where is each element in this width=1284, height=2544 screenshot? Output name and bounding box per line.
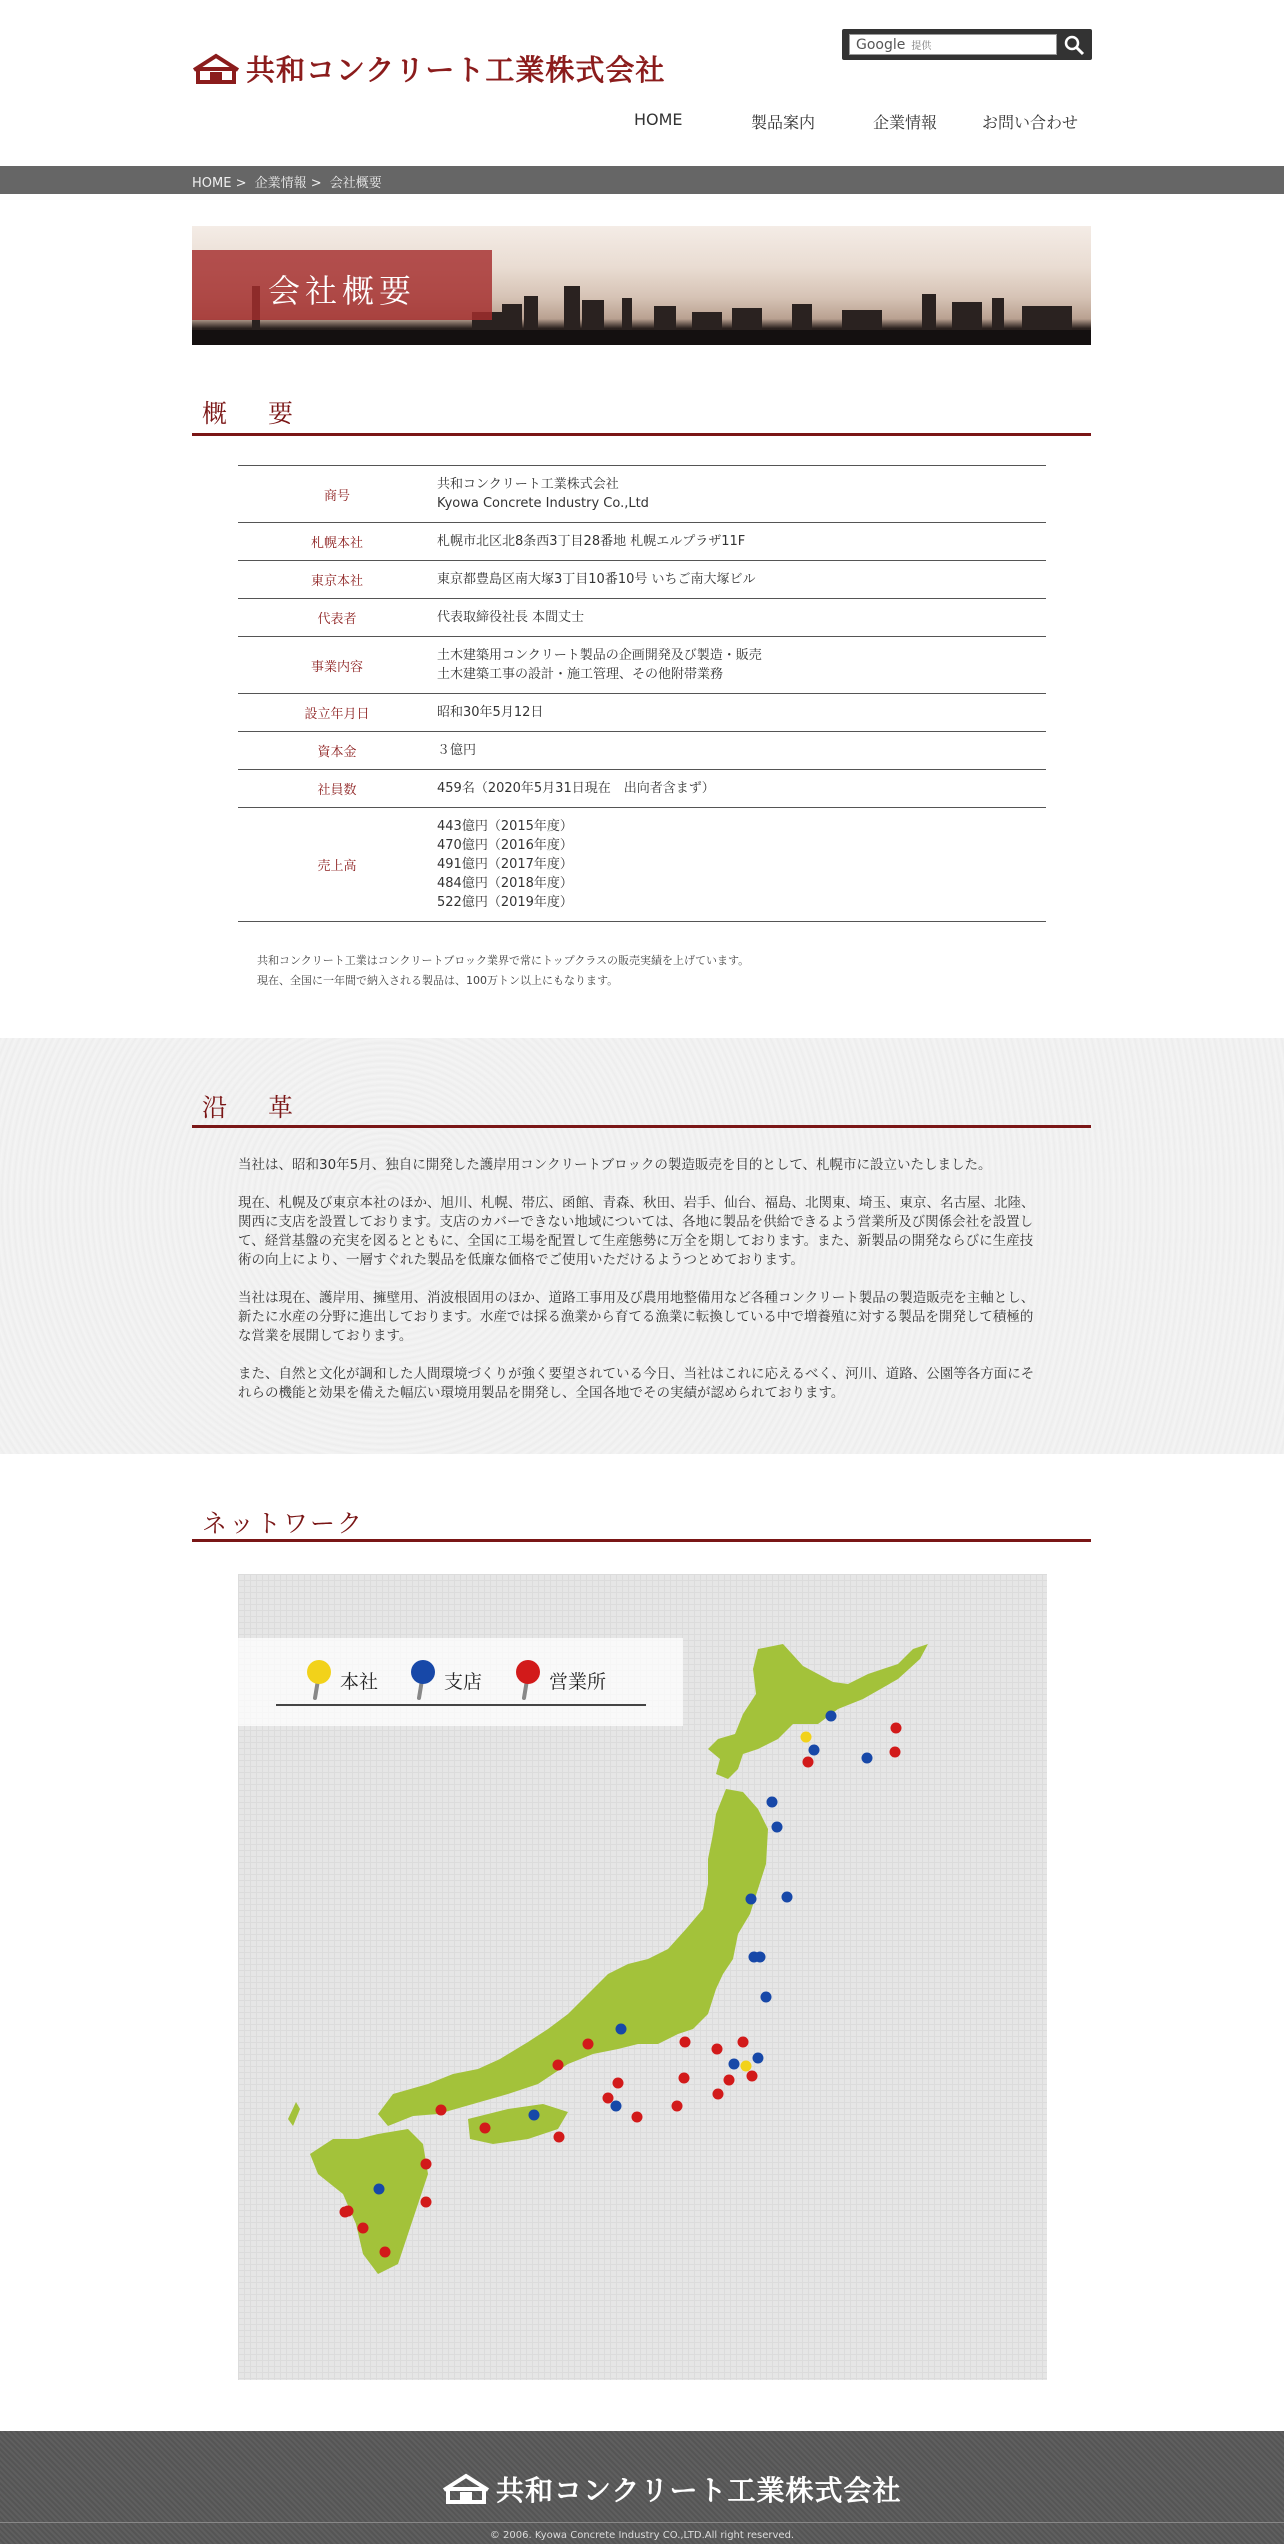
- site-header: [0, 0, 1284, 165]
- branch-pin: [761, 1992, 772, 2003]
- nav-products[interactable]: 製品案内: [751, 113, 816, 132]
- row-value-line: 491億円（2017年度）: [437, 857, 573, 872]
- table-row: [238, 770, 1046, 808]
- branch-pin: [746, 1894, 757, 1905]
- row-value-line: 代表取締役社長 本間丈士: [437, 610, 585, 625]
- table-row: [238, 808, 1046, 922]
- row-value-line: 土木建築用コンクリート製品の企画開発及び製造・販売: [437, 648, 762, 663]
- sales-office-pin: [603, 2093, 614, 2104]
- sales-office-pin: [554, 2132, 565, 2143]
- search-icon[interactable]: [1062, 33, 1086, 57]
- row-value-line: 札幌市北区北8条西3丁目28番地 札幌エルプラザ11F: [437, 534, 746, 549]
- row-value-line: ３億円: [437, 743, 477, 758]
- sales-office-pin: [553, 2060, 564, 2071]
- yellow-pin-icon: [304, 1660, 334, 1700]
- branch-pin: [767, 1797, 778, 1808]
- legend-divider: [276, 1704, 646, 1706]
- blue-pin-icon: [408, 1660, 438, 1700]
- branch-pin: [782, 1892, 793, 1903]
- row-value: [436, 599, 1046, 637]
- branch-pin: [753, 2053, 764, 2064]
- branch-pin: [529, 2110, 540, 2121]
- row-value-line: 443億円（2015年度）: [437, 819, 573, 834]
- network-heading: ネットワーク: [202, 1509, 365, 1538]
- nav-contact[interactable]: お問い合わせ: [982, 113, 1079, 132]
- row-value: [436, 523, 1046, 561]
- row-value-line: 470億円（2016年度）: [437, 838, 573, 853]
- branch-pin: [755, 1952, 766, 1963]
- row-value-line: 共和コンクリート工業株式会社: [437, 477, 619, 492]
- row-value-line: 459名（2020年5月31日現在 出向者含まず）: [437, 781, 715, 796]
- main-nav: [600, 110, 1100, 140]
- history-paragraph: 当社は、昭和30年5月、独自に開発した護岸用コンクリートブロックの製造販売を目的として、札幌市に設立いたしました。: [238, 1157, 992, 1173]
- sales-office-pin: [712, 2044, 723, 2055]
- table-row: [238, 599, 1046, 637]
- breadcrumb-current: 会社概要: [329, 176, 382, 191]
- sales-office-pin: [358, 2223, 369, 2234]
- logo-mark-icon: [192, 52, 240, 86]
- footer-company-name: 共和コンクリート工業株式会社: [496, 2474, 902, 2507]
- legend-headquarters: [304, 1660, 378, 1700]
- sales-office-pin: [747, 2071, 758, 2082]
- branch-pin: [809, 1745, 820, 1756]
- nav-home[interactable]: HOME: [634, 110, 683, 129]
- sales-office-pin: [436, 2105, 447, 2116]
- sales-office-pin: [680, 2037, 691, 2048]
- map-legend: [238, 1638, 683, 1726]
- page-title: 会社概要: [268, 272, 417, 310]
- table-row: [238, 637, 1046, 694]
- branch-pin: [611, 2101, 622, 2112]
- site-footer: [0, 2431, 1284, 2544]
- history-paragraph: 現在、札幌及び東京本社のほか、旭川、札幌、帯広、函館、青森、秋田、岩手、仙台、福島、北関東、埼玉、東京、名古屋、北陸、関西に支店を設置しております。支店のカバーできない地域については、各地に製品を供給できるよう営業所及び関係会社を設置して、経営基盤の充実を図るとともに、全国に工場を配置して生産態勢に万全を期しております。また、新製品の開発ならびに生産技術の向上により、一層すぐれた製品を低廉な価格でご使用いただけるようつとめております。: [238, 1195, 1035, 1268]
- legend-label: 本社: [340, 1670, 379, 1693]
- branch-pin: [616, 2024, 627, 2035]
- sales-office-pin: [803, 1757, 814, 1768]
- breadcrumb: [192, 172, 386, 191]
- company-info-table: [238, 465, 1046, 922]
- sales-office-pin: [480, 2123, 491, 2134]
- table-row: [238, 466, 1046, 523]
- row-value-line: 484億円（2018年度）: [437, 876, 573, 891]
- row-value: [436, 770, 1046, 808]
- footer-logo[interactable]: [442, 2469, 901, 2509]
- row-value-line: 522億円（2019年度）: [437, 895, 573, 910]
- overview-heading: 概 要: [202, 399, 302, 428]
- nav-company[interactable]: 企業情報: [873, 113, 938, 132]
- row-value: [436, 732, 1046, 770]
- breadcrumb-company[interactable]: 企業情報 >: [254, 176, 322, 191]
- search-brand: Google: [856, 36, 906, 53]
- row-label: 売上高: [317, 859, 357, 874]
- row-value: [436, 694, 1046, 732]
- row-value-line: Kyowa Concrete Industry Co.,Ltd: [437, 496, 649, 511]
- sales-office-pin: [421, 2159, 432, 2170]
- row-label: 東京本社: [310, 574, 363, 589]
- sales-office-pin: [679, 2073, 690, 2084]
- row-label: 社員数: [317, 783, 357, 798]
- headquarters-pin: [741, 2061, 752, 2072]
- company-name: 共和コンクリート工業株式会社: [246, 53, 666, 87]
- history-paragraph: また、自然と文化が調和した人間環境づくりが強く要望されている今日、当社はこれに応えるべく、河川、道路、公園等各方面にそれらの機能と効果を備えた幅広い環境用製品を開発し、全国各地でその実績が認められております。: [238, 1366, 1035, 1401]
- history-text: [238, 1156, 1036, 1422]
- row-value: [436, 561, 1046, 599]
- hero-banner: [192, 226, 1091, 345]
- sales-office-pin: [724, 2075, 735, 2086]
- table-row: [238, 561, 1046, 599]
- sales-office-pin: [713, 2089, 724, 2100]
- overview-note: 共和コンクリート工業はコンクリートブロック業界で常にトップクラスの販売実績を上げています。: [257, 954, 750, 967]
- sales-office-pin: [380, 2247, 391, 2258]
- red-pin-icon: [513, 1660, 543, 1700]
- overview-heading-block: [192, 394, 1091, 436]
- logo-mark-icon: [442, 2472, 490, 2506]
- breadcrumb-bar: [0, 166, 1284, 194]
- history-paragraph: 当社は現在、護岸用、擁壁用、消波根固用のほか、道路工事用及び農用地整備用など各種コンクリート製品の製造販売を主軸とし、新たに水産の分野に進出しております。水産では採る漁業から育てる漁業に転換している中で増養殖に対する製品を開発して積極的な営業を展開しております。: [238, 1290, 1035, 1344]
- row-label: 札幌本社: [310, 536, 363, 551]
- branch-pin: [729, 2059, 740, 2070]
- search-provided-label: 提供: [911, 41, 932, 52]
- table-row: [238, 732, 1046, 770]
- row-label: 商号: [323, 488, 350, 504]
- sales-office-pin: [890, 1747, 901, 1758]
- branch-pin: [862, 1753, 873, 1764]
- sales-office-pin: [583, 2039, 594, 2050]
- footer-divider: [0, 2522, 1284, 2523]
- search-input[interactable]: [849, 34, 1057, 55]
- sales-office-pin: [891, 1723, 902, 1734]
- overview-notes: [257, 951, 749, 991]
- japan-landmass: [288, 1644, 928, 2274]
- row-label: 資本金: [317, 745, 357, 760]
- sales-office-pin: [613, 2078, 624, 2089]
- legend-label: 支店: [444, 1670, 483, 1693]
- branch-pin: [374, 2184, 385, 2195]
- table-row: [238, 694, 1046, 732]
- network-heading-block: [192, 1504, 1091, 1542]
- copyright-text: © 2006. Kyowa Concrete Industry CO.,LTD.All right reserved.: [489, 2530, 795, 2541]
- row-label: 代表者: [317, 612, 357, 627]
- headquarters-pin: [801, 1732, 812, 1743]
- branch-pin: [826, 1711, 837, 1722]
- table-row: [238, 523, 1046, 561]
- overview-note: 現在、全国に一年間で納入される製品は、100万トン以上にもなります。: [257, 974, 619, 987]
- legend-branch: [408, 1660, 482, 1700]
- history-heading-block: [192, 1088, 1091, 1128]
- sales-office-pin: [340, 2207, 351, 2218]
- row-label: 設立年月日: [304, 707, 370, 722]
- legend-sales-office: [513, 1660, 606, 1700]
- sales-office-pin: [632, 2112, 643, 2123]
- row-value-line: 土木建築工事の設計・施工管理、その他附帯業務: [437, 667, 724, 682]
- row-value-line: 東京都豊島区南大塚3丁目10番10号 いちご南大塚ビル: [437, 572, 756, 587]
- row-value-line: 昭和30年5月12日: [437, 705, 544, 720]
- row-value: [436, 808, 1046, 922]
- row-label: 事業内容: [310, 659, 363, 675]
- history-heading: 沿 革: [202, 1093, 302, 1122]
- network-map: [238, 1574, 1047, 2380]
- legend-label: 営業所: [549, 1670, 607, 1693]
- branch-pin: [772, 1822, 783, 1833]
- sales-office-pin: [672, 2101, 683, 2112]
- company-logo[interactable]: [192, 48, 665, 89]
- sales-office-pin: [421, 2197, 432, 2208]
- row-value: [436, 637, 1046, 694]
- sales-office-pin: [738, 2037, 749, 2048]
- row-value: [436, 466, 1046, 523]
- site-search: [842, 29, 1092, 60]
- breadcrumb-home[interactable]: HOME >: [192, 176, 247, 191]
